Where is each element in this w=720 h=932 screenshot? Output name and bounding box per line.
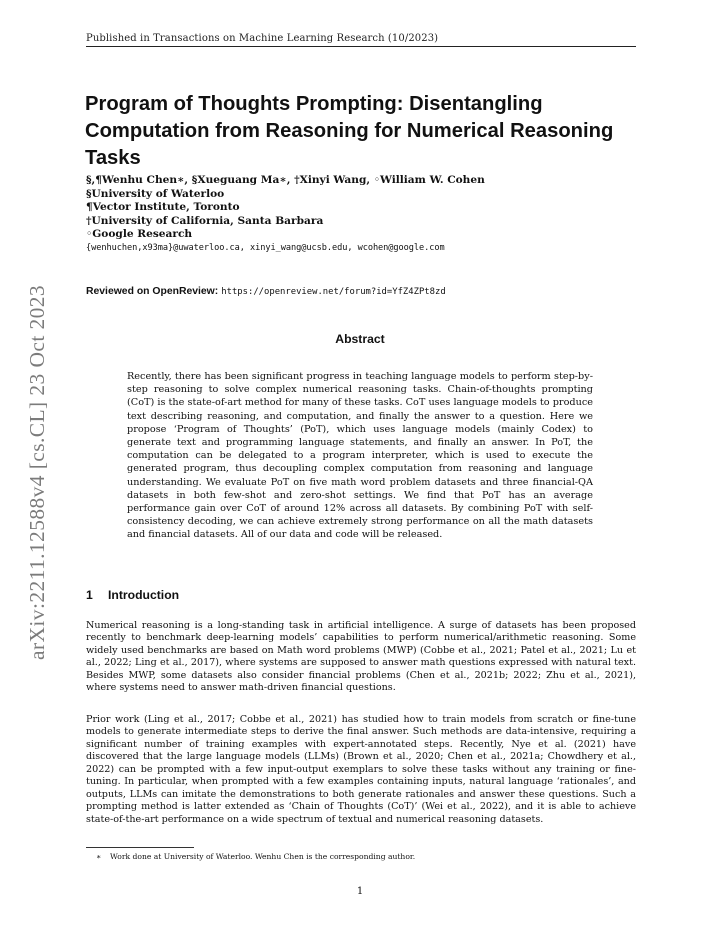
paper-title: Program of Thoughts Prompting: Disentangling Computation from Reasoning for Numerical Reasoning Tasks [85,93,614,169]
header-rule [86,46,636,47]
footnote-mark: ∗ [96,852,102,861]
review-label: Reviewed on OpenReview: [86,286,219,297]
section-heading [86,588,646,602]
footnote-text: Work done at University of Waterloo. Wenhu Chen is the corresponding author. [110,852,416,861]
intro-paragraph: Prior work (Ling et al., 2017; Cobbe et al., 2021) has studied how to train models from scratch or fine-tune models to generate intermediate steps to derive the final answer. Such methods are data-intensive, requiring a significant number of training examples with expert-annotated steps. Recently, Nye et al. (2021) have discovered that the large language models (LLMs) (Brown et al., 2020; Chen et al., 2021a; Chowdhery et al., 2022) can be prompted with a few input-output exemplars to solve these tasks without any training or fine-tuning. In particular, when prompted with a few examples containing inputs, natural language ‘rationales’, and outputs, LLMs can imitate the demonstrations to both generate rationales and answer these questions. Such a prompting method is latter extended as ‘Chain of Thoughts (CoT)’ (Wei et al., 2022), and it is able to achieve state-of-the-art performance on a wide spectrum of textual and numerical reasoning datasets. [86,714,636,825]
page-number: 1 [356,886,364,897]
arxiv-stamp: arXiv:2211.12588v4 [cs.CL] 23 Oct 2023 [25,284,49,660]
section-number: 1 [86,588,93,602]
affiliation: §University of Waterloo [86,187,225,200]
review-line [86,286,646,297]
author-names: §,¶Wenhu Chen∗, §Xueguang Ma∗, †Xinyi Wang, ◦William W. Cohen [86,174,485,186]
intro-paragraph: Numerical reasoning is a long-standing task in artificial intelligence. A surge of datasets has been proposed recently to benchmark deep-learning models’ capabilities to perform numerical/arithmetic reasoning. Some widely used benchmarks are based on Math word problems (MWP) (Cobbe et al., 2021; Patel et al., 2021; Lu et al., 2022; Ling et al., 2017), where systems are supposed to answer math questions expressed with natural text. Besides MWP, some datasets also consider financial problems (Chen et al., 2021b; 2022; Zhu et al., 2021), where systems need to answer math-driven financial questions. [86,620,636,694]
footnote-rule [86,847,194,848]
section-title: Introduction [108,588,180,602]
abstract-text: Recently, there has been significant progress in teaching language models to perform step-by-step reasoning to solve complex numerical reasoning tasks. Chain-of-thoughts prompting (CoT) is the state-of-art method for many of these tasks. CoT uses language models to produce text describing reasoning, and computation, and finally the answer to a question. Here we propose ‘Program of Thoughts’ (PoT), which uses language models (mainly Codex) to generate text and programming language statements, and finally an answer. In PoT, the computation can be delegated to a program interpreter, which is used to execute the generated program, thus decoupling complex computation from reasoning and language understanding. We evaluate PoT on five math word problem datasets and three financial-QA datasets in both few-shot and zero-shot settings. We find that PoT has an average performance gain over CoT of around 12% across all datasets. By combining PoT with self-consistency decoding, we can achieve extremely strong performance on all the math datasets and financial datasets. All of our data and code will be released. [127,371,593,541]
affiliation: ¶Vector Institute, Toronto [86,201,240,214]
affiliation: †University of California, Santa Barbara [86,214,324,227]
abstract-heading: Abstract [335,332,385,346]
author-block [86,174,646,256]
openreview-link[interactable]: https://openreview.net/forum?id=YfZ4ZPt8zd [221,287,446,297]
footnote [96,852,636,862]
affiliation: ◦Google Research [86,228,193,241]
author-emails: {wenhuchen,x93ma}@uwaterloo.ca, xinyi_wang@ucsb.edu, wcohen@google.com [86,242,445,253]
running-header: Published in Transactions on Machine Learning Research (10/2023) [86,33,439,44]
